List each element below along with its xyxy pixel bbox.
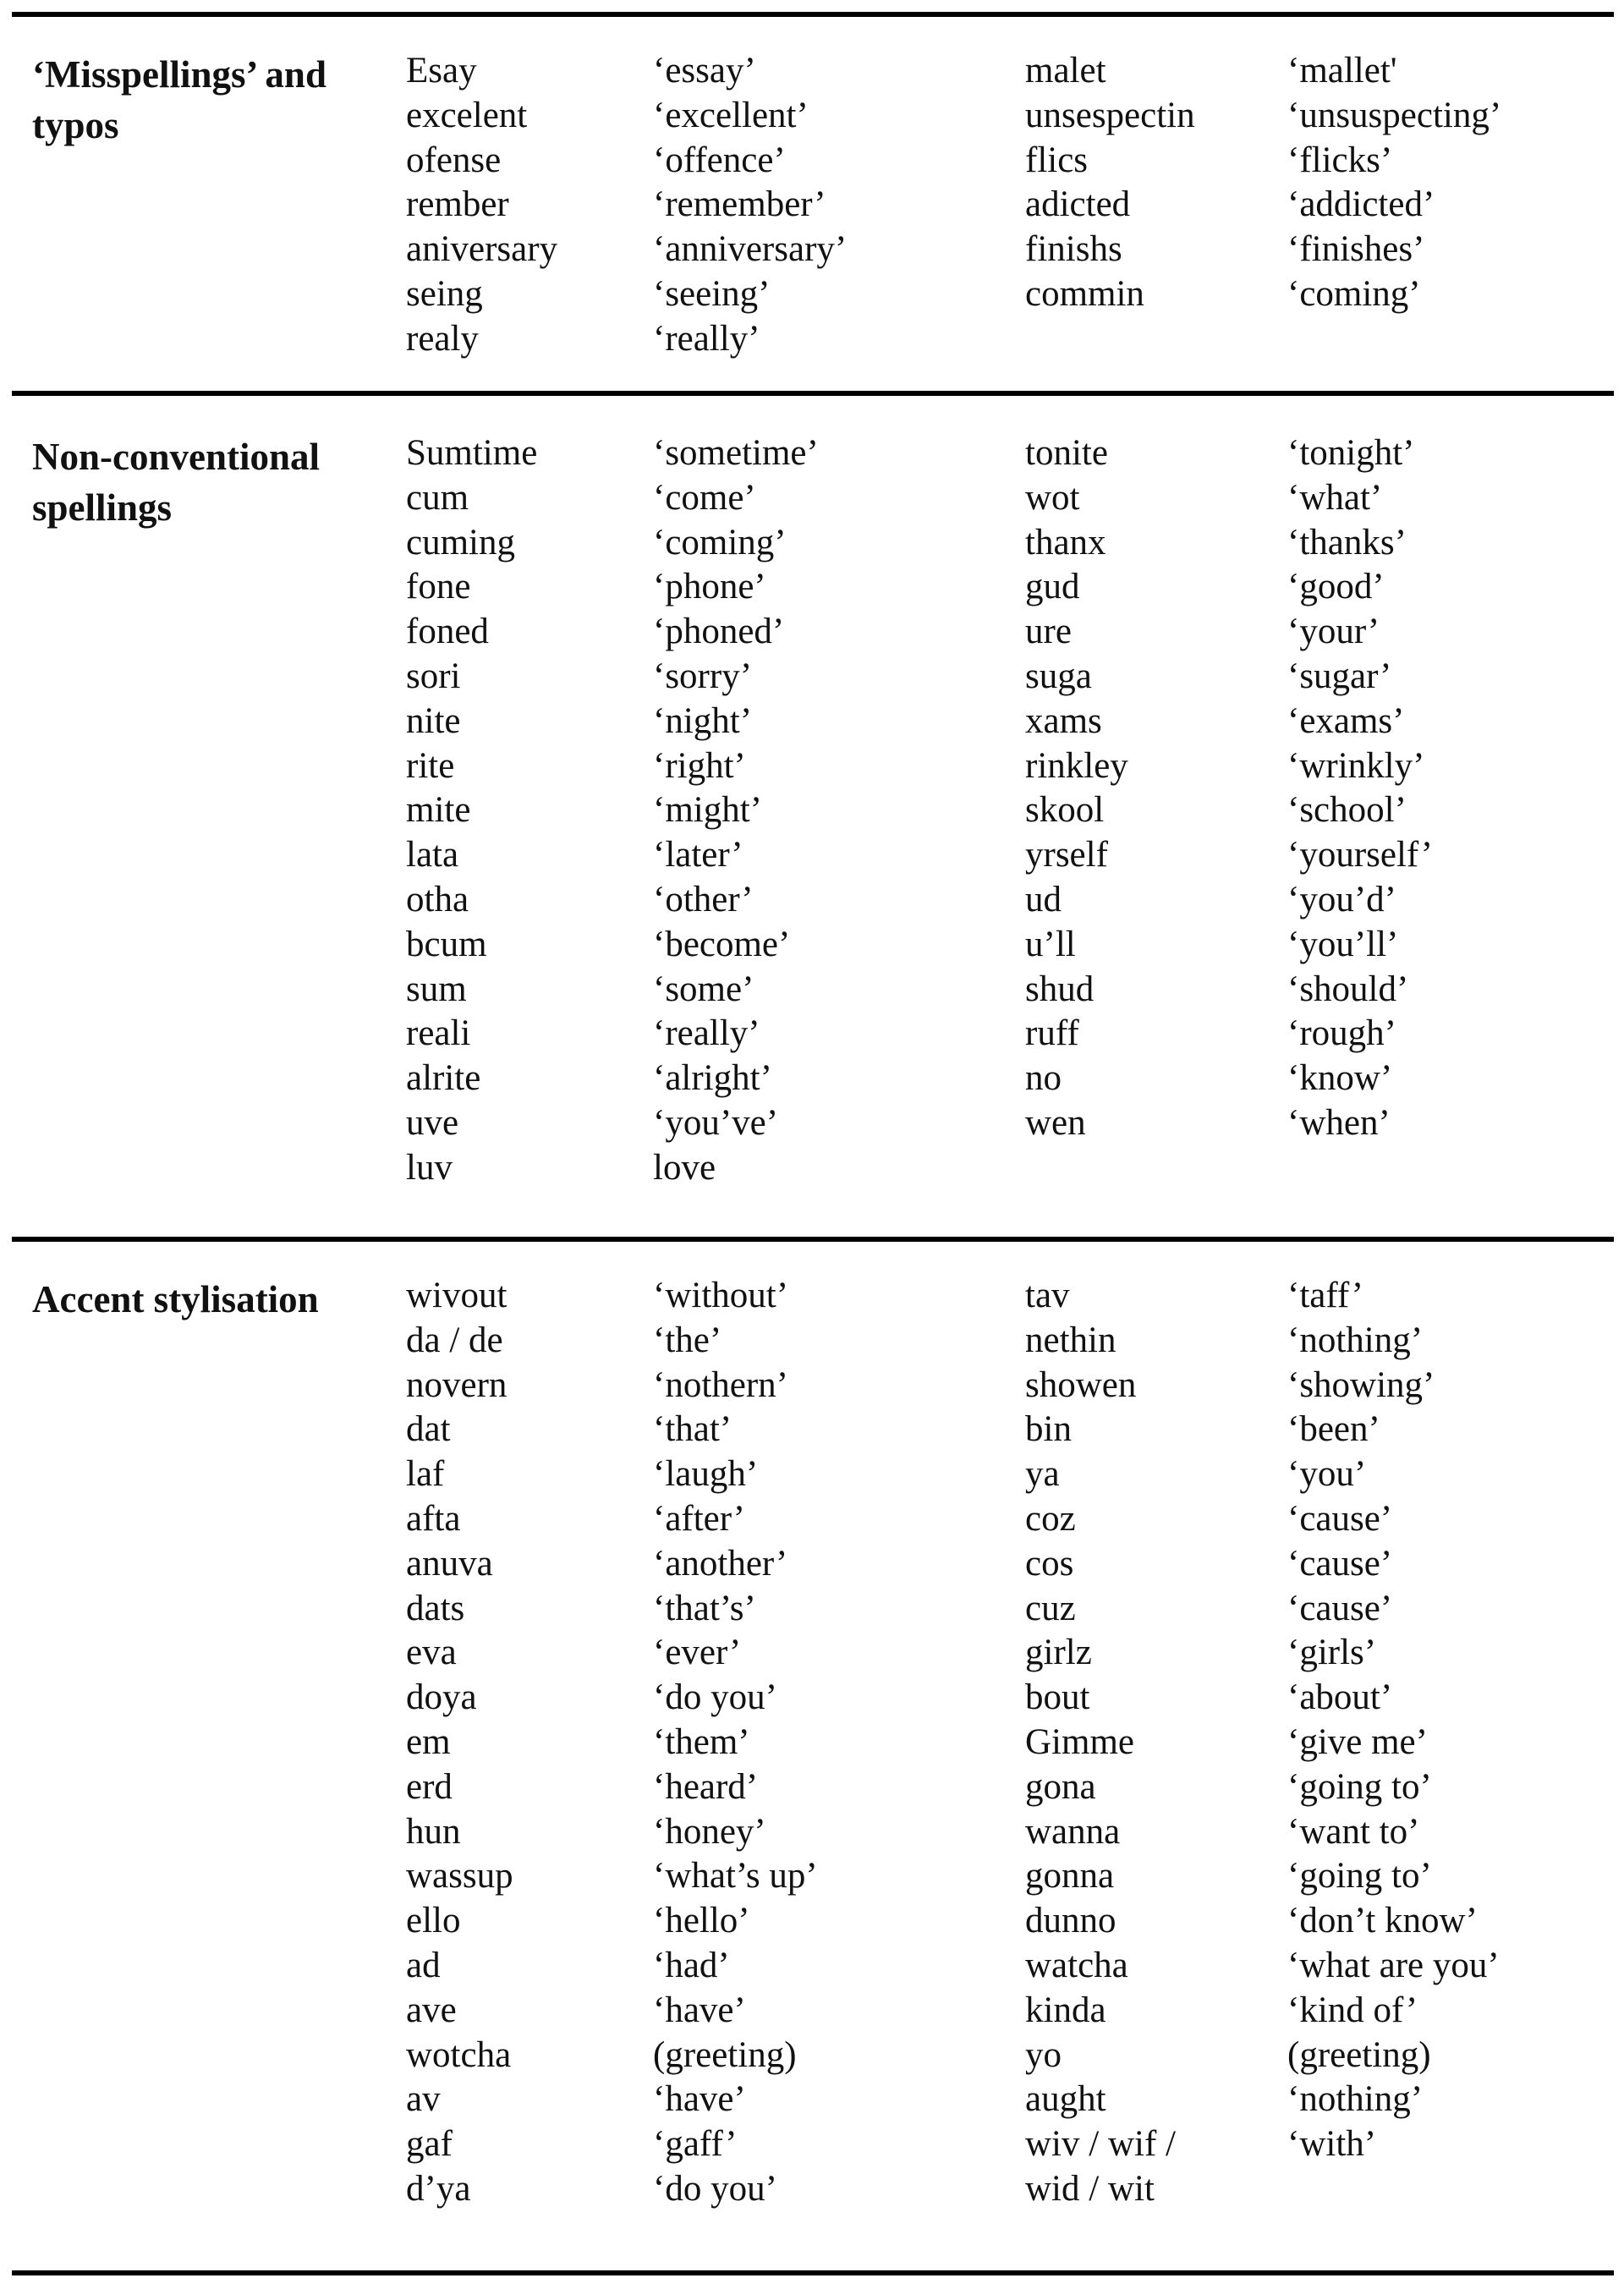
table-cell: love — [653, 1147, 716, 1188]
table-cell: doya — [406, 1677, 477, 1718]
table-cell: anuva — [406, 1543, 493, 1584]
table-cell: ‘give me’ — [1287, 1721, 1428, 1762]
gloss-column-2 — [1287, 1274, 1500, 2167]
table-top-rule — [12, 12, 1614, 17]
table-cell: Esay — [406, 51, 477, 91]
table-cell: laf — [406, 1454, 445, 1495]
gloss-column-2 — [1287, 49, 1501, 317]
table-cell: tonite — [1025, 433, 1108, 473]
table-cell: ‘don’t know’ — [1287, 1901, 1478, 1941]
table-cell: ‘cause’ — [1287, 1543, 1393, 1584]
table-cell: ‘really’ — [653, 318, 760, 359]
table-cell: ‘tonight’ — [1287, 433, 1415, 473]
table-cell: ‘offence’ — [653, 140, 786, 180]
table-cell: wot — [1025, 477, 1080, 518]
table-cell: ‘really’ — [653, 1013, 760, 1054]
table-cell: commin — [1025, 273, 1144, 314]
gloss-column-2 — [1287, 431, 1433, 1146]
table-cell: ‘going to’ — [1287, 1856, 1432, 1897]
table-cell: novern — [406, 1364, 508, 1405]
table-cell: ‘hello’ — [653, 1901, 750, 1941]
table-cell: ‘sometime’ — [653, 433, 819, 473]
table-cell: ‘cause’ — [1287, 1588, 1393, 1628]
table-cell: suga — [1025, 656, 1092, 696]
table-cell: cum — [406, 477, 469, 518]
table-bottom-rule — [12, 2270, 1614, 2275]
gloss-column-1 — [653, 1274, 818, 2212]
table-cell: cos — [1025, 1543, 1074, 1584]
table-cell: bcum — [406, 924, 487, 964]
table-cell: Sumtime — [406, 433, 538, 473]
table-cell: ‘wrinkly’ — [1287, 745, 1425, 786]
table-cell: ure — [1025, 612, 1072, 652]
variant-column-2 — [1025, 431, 1128, 1146]
variant-column-2 — [1025, 49, 1195, 317]
table-cell: wen — [1025, 1102, 1086, 1143]
table-cell: ‘addicted’ — [1287, 184, 1435, 225]
table-cell: ‘nothing’ — [1287, 2079, 1424, 2120]
table-cell: ruff — [1025, 1013, 1079, 1054]
table-cell: ‘without’ — [653, 1276, 789, 1315]
table-cell: ‘alright’ — [653, 1058, 772, 1099]
table-cell: thanx — [1025, 522, 1106, 563]
table-cell: gud — [1025, 567, 1080, 607]
table-cell: wotcha — [406, 2034, 512, 2075]
table-cell: ‘when’ — [1287, 1102, 1391, 1143]
table-cell: em — [406, 1721, 451, 1762]
table-cell: xams — [1025, 700, 1102, 741]
table-cell: d’ya — [406, 2168, 471, 2209]
table-cell: ‘phoned’ — [653, 612, 785, 652]
table-cell: ‘that’s’ — [653, 1588, 756, 1628]
table-cell: ‘girls’ — [1287, 1633, 1377, 1673]
table-cell: dat — [406, 1409, 451, 1450]
table-cell: ya — [1025, 1454, 1060, 1495]
table-cell: ‘have’ — [653, 1990, 746, 2030]
gloss-column-1 — [653, 49, 847, 362]
table-cell: cuz — [1025, 1588, 1076, 1628]
table-cell: wid / wit — [1025, 2168, 1155, 2209]
table-cell: ‘coming’ — [653, 522, 787, 563]
table-cell: seing — [406, 273, 483, 314]
table-cell: wiv / wif / — [1025, 2124, 1176, 2165]
table-cell: aught — [1025, 2079, 1106, 2120]
table-cell: ‘honey’ — [653, 1811, 766, 1852]
table-cell: ‘sorry’ — [653, 656, 753, 696]
table-cell: ‘going to’ — [1287, 1766, 1432, 1807]
table-cell: dunno — [1025, 1901, 1116, 1941]
table-cell: alrite — [406, 1058, 481, 1099]
table-cell: ‘flicks’ — [1287, 140, 1393, 180]
table-cell: ‘nothing’ — [1287, 1320, 1424, 1360]
table-cell: yo — [1025, 2034, 1062, 2075]
table-cell: sori — [406, 656, 461, 696]
table-cell: malet — [1025, 51, 1106, 91]
table-cell: gona — [1025, 1766, 1096, 1807]
gloss-column-1 — [653, 431, 819, 1191]
table-cell: ‘that’ — [653, 1409, 732, 1450]
table-cell: nethin — [1025, 1320, 1116, 1360]
table-cell: ‘thanks’ — [1287, 522, 1407, 563]
table-cell: ‘might’ — [653, 790, 762, 831]
table-cell: shud — [1025, 969, 1095, 1009]
table-cell: wanna — [1025, 1811, 1121, 1852]
table-cell: ‘what’ — [1287, 477, 1383, 518]
table-cell: ‘later’ — [653, 835, 743, 876]
table-cell: luv — [406, 1147, 453, 1188]
table-cell: ‘other’ — [653, 879, 754, 919]
table-cell: ello — [406, 1901, 461, 1941]
table-cell: foned — [406, 612, 489, 652]
section-divider — [12, 1237, 1614, 1242]
section-title: Accent stylisation — [32, 1278, 319, 1320]
table-cell: ad — [406, 1945, 441, 1985]
table-cell: ‘know’ — [1287, 1058, 1393, 1099]
table-cell: wivout — [406, 1276, 508, 1315]
table-cell: Gimme — [1025, 1721, 1134, 1762]
table-cell: rite — [406, 745, 455, 786]
table-cell: rember — [406, 184, 509, 225]
table-cell: flics — [1025, 140, 1089, 180]
table-cell: ‘taff’ — [1287, 1276, 1363, 1315]
table-cell: bin — [1025, 1409, 1072, 1450]
table-cell: ‘with’ — [1287, 2124, 1377, 2165]
table-cell: ‘showing’ — [1287, 1364, 1435, 1405]
table-cell: ‘you’ve’ — [653, 1102, 779, 1143]
table-cell: showen — [1025, 1364, 1137, 1405]
table-cell: ‘exams’ — [1287, 700, 1405, 741]
table-cell: ‘essay’ — [653, 51, 756, 91]
table-cell: rinkley — [1025, 745, 1128, 786]
table-cell: ‘you’ll’ — [1287, 924, 1399, 964]
table-cell: da / de — [406, 1320, 503, 1360]
table-cell: realy — [406, 318, 479, 359]
table-cell: ‘coming’ — [1287, 273, 1421, 314]
table-cell: ‘some’ — [653, 969, 754, 1009]
table-cell: fone — [406, 567, 471, 607]
table-cell: ‘rough’ — [1287, 1013, 1396, 1054]
table-cell: ‘right’ — [653, 745, 746, 786]
table-cell: bout — [1025, 1677, 1090, 1718]
table-cell: adicted — [1025, 184, 1131, 225]
table-cell: ‘have’ — [653, 2079, 746, 2120]
table-cell: cuming — [406, 522, 515, 563]
table-cell: ‘you’d’ — [1287, 879, 1396, 919]
table-cell: coz — [1025, 1498, 1076, 1539]
table-cell: nite — [406, 700, 461, 741]
table-cell: av — [406, 2079, 441, 2120]
table-cell: hun — [406, 1811, 461, 1852]
table-cell: ofense — [406, 140, 502, 180]
table-cell: u’ll — [1025, 924, 1076, 964]
table-cell: ‘want to’ — [1287, 1811, 1420, 1852]
table-cell: finishs — [1025, 229, 1122, 270]
section-title: Non-conventional spellings — [32, 436, 321, 529]
table-cell: unsespectin — [1025, 95, 1195, 135]
table-cell: ‘mallet' — [1287, 51, 1397, 91]
table-cell: ‘excellent’ — [653, 95, 809, 135]
table-cell: ‘been’ — [1287, 1409, 1380, 1450]
table-cell: ‘night’ — [653, 700, 753, 741]
table-cell: ‘good’ — [1287, 567, 1385, 607]
table-cell: ‘come’ — [653, 477, 756, 518]
section-title: ‘Misspellings’ and typos — [32, 53, 326, 146]
table-cell: ‘after’ — [653, 1498, 745, 1539]
table-cell: ‘kind of’ — [1287, 1990, 1418, 2030]
table-cell: aniversary — [406, 229, 558, 270]
table-cell: ‘what’s up’ — [653, 1856, 818, 1897]
table-cell: ‘had’ — [653, 1945, 730, 1985]
table-cell: ‘do you’ — [653, 2168, 777, 2209]
table-cell: afta — [406, 1498, 461, 1539]
table-cell: ‘yourself’ — [1287, 835, 1433, 876]
table-cell: kinda — [1025, 1990, 1106, 2030]
table-cell: uve — [406, 1102, 459, 1143]
table-cell: ‘heard’ — [653, 1766, 759, 1807]
table-cell: no — [1025, 1058, 1062, 1099]
table-cell: ‘finishes’ — [1287, 229, 1425, 270]
table-cell: ‘anniversary’ — [653, 229, 848, 270]
table-cell: ‘remember’ — [653, 184, 826, 225]
table-cell: ‘another’ — [653, 1543, 788, 1584]
table-cell: ‘what are you’ — [1287, 1945, 1500, 1985]
table-cell: ‘do you’ — [653, 1677, 777, 1718]
table-cell: ‘laugh’ — [653, 1454, 759, 1495]
table-cell: ‘them’ — [653, 1721, 750, 1762]
table-cell: skool — [1025, 790, 1105, 831]
section-divider — [12, 391, 1614, 396]
table-cell: ‘sugar’ — [1287, 656, 1392, 696]
variant-column-1 — [406, 49, 557, 362]
table-cell: reali — [406, 1013, 471, 1054]
table-cell: erd — [406, 1766, 453, 1807]
table-cell: ‘gaff’ — [653, 2124, 738, 2165]
table-cell: mite — [406, 790, 471, 831]
variant-column-2 — [1025, 1274, 1176, 2212]
table-cell: ‘school’ — [1287, 790, 1407, 831]
table-cell: ‘unsuspecting’ — [1287, 95, 1502, 135]
table-cell: ‘you’ — [1287, 1454, 1367, 1495]
table-cell: ‘phone’ — [653, 567, 766, 607]
table-cell: yrself — [1025, 835, 1108, 876]
variant-column-1 — [406, 431, 537, 1191]
table-cell: ‘cause’ — [1287, 1498, 1393, 1539]
table-cell: gaf — [406, 2124, 453, 2165]
table-cell: ‘seeing’ — [653, 273, 771, 314]
table-cell: ‘the’ — [653, 1320, 722, 1360]
table-cell: ave — [406, 1990, 457, 2030]
table-cell: tav — [1025, 1276, 1070, 1315]
table-cell: dats — [406, 1588, 465, 1628]
table-cell: wassup — [406, 1856, 513, 1897]
table-cell: lata — [406, 835, 459, 876]
table-cell: excelent — [406, 95, 528, 135]
table-cell: ‘about’ — [1287, 1677, 1393, 1718]
table-cell: ‘ever’ — [653, 1633, 742, 1673]
table-cell: eva — [406, 1633, 457, 1673]
table-cell: ‘become’ — [653, 924, 791, 964]
table-cell: gonna — [1025, 1856, 1115, 1897]
table-cell: ud — [1025, 879, 1062, 919]
table-cell: girlz — [1025, 1633, 1092, 1673]
table-cell: ‘nothern’ — [653, 1364, 788, 1405]
table-cell: (greeting) — [653, 2034, 797, 2075]
table-cell: ‘should’ — [1287, 969, 1409, 1009]
table-cell: sum — [406, 969, 467, 1009]
table-cell: otha — [406, 879, 469, 919]
table-cell: ‘your’ — [1287, 612, 1380, 652]
table-cell: watcha — [1025, 1945, 1128, 1985]
variant-column-1 — [406, 1274, 513, 2212]
table-cell: (greeting) — [1287, 2034, 1431, 2075]
